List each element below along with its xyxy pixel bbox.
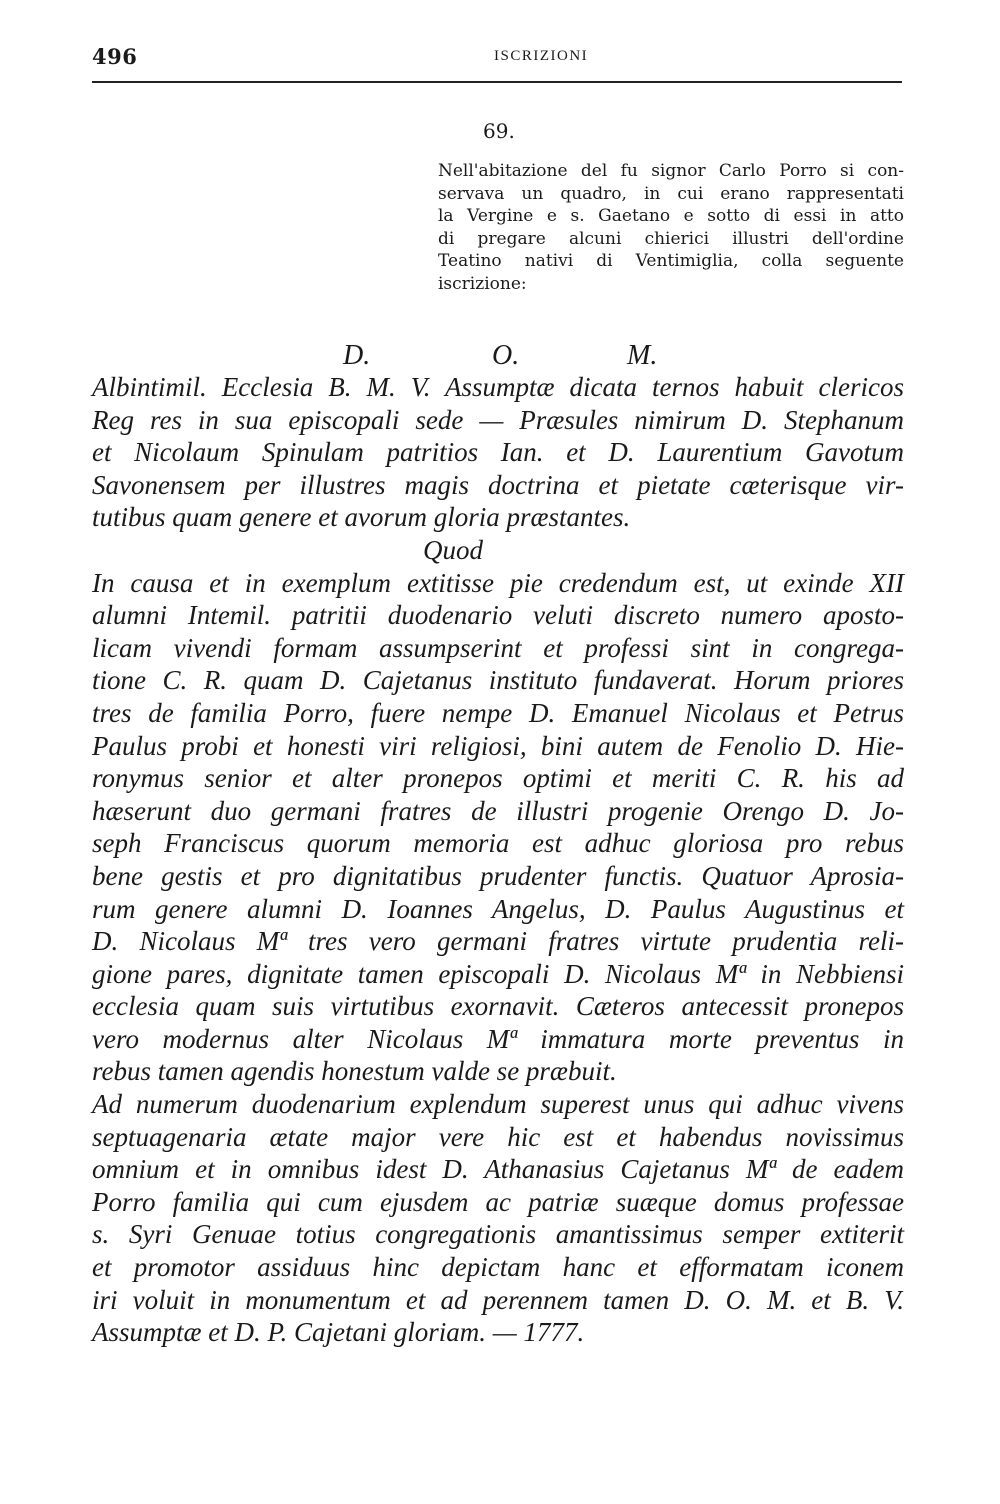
inscription-line: rebus tamen agendis honestum valde se præbuit. — [92, 1056, 617, 1087]
running-head — [92, 40, 902, 76]
note-line: servava un quadro, in cui erano rappresentati — [438, 183, 904, 204]
inscription-line: licam vivendi formam assumpserint et professi sint in congrega- — [92, 632, 904, 663]
inscription-line: seph Franciscus quorum memoria est adhuc gloriosa pro rebus — [92, 828, 904, 859]
running-title: ISCRIZIONI — [494, 48, 589, 64]
note-line: Teatino nativi di Ventimiglia, colla seguente — [438, 251, 904, 272]
inscription-line: septuagenaria ætate major vere hic est et habendus novissimus — [92, 1121, 904, 1152]
inscription-line: In causa et in exemplum extitisse pie credendum est, ut exinde XII — [92, 567, 904, 598]
inscription-line: tres de familia Porro, fuere nempe D. Emanuel Nicolaus et Petrus — [92, 697, 904, 728]
inscription-line: gione pares, dignitate tamen episcopali D. Nicolaus Mª in Nebbiensi — [92, 958, 904, 989]
inscription-line: bene gestis et pro dignitatibus prudenter functis. Quatuor Aprosia- — [92, 860, 904, 891]
note-line: la Vergine e s. Gaetano e sotto di essi in atto — [438, 206, 904, 227]
inscription-line: Ad numerum duodenarium explendum superest unus qui adhuc vivens — [92, 1089, 904, 1120]
inscription-line: s. Syri Genuae totius congregationis amantissimus semper extiterit — [92, 1219, 904, 1250]
inscription-line: rum genere alumni D. Ioannes Angelus, D. Paulus Augustinus et — [92, 893, 904, 924]
inscription-line: ronymus senior et alter pronepos optimi et meriti C. R. his ad — [92, 763, 904, 794]
header-rule — [92, 81, 902, 83]
inscription-text — [92, 371, 904, 1349]
note-line: iscrizione: — [438, 273, 527, 294]
dedication-letter: D. — [343, 340, 371, 371]
inscription-line: et Nicolaum Spinulam patritios Ian. et D. Laurentium Gavotum — [92, 437, 904, 468]
inscription-line: alumni Intemil. patritii duodenario veluti discreto numero aposto- — [92, 600, 904, 631]
inscription-heading-quod: Quod — [423, 534, 483, 565]
dedication-letter: O. — [492, 340, 520, 371]
inscription-line: ecclesia quam suis virtutibus exornavit. Cæteros antecessit pronepos — [92, 991, 904, 1022]
inscription-line: tutibus quam genere et avorum gloria præstantes. — [92, 502, 631, 533]
inscription-line: Porro familia qui cum ejusdem ac patriæ suæque domus professae — [92, 1186, 904, 1217]
note-line: di pregare alcuni chierici illustri dell'ordine — [438, 228, 904, 249]
inscription-line: D. Nicolaus Mª tres vero germani fratres virtute prudentia reli- — [92, 926, 904, 957]
inscription-line: Assumptæ et D. P. Cajetani gloriam. — 1777. — [92, 1317, 585, 1348]
note-line: Nell'abitazione del fu signor Carlo Porro si con- — [438, 161, 904, 181]
inscription-line: hæserunt duo germani fratres de illustri progenie Orengo D. Jo- — [92, 795, 904, 826]
dedication-letter: M. — [627, 340, 658, 371]
page-number: 496 — [92, 44, 138, 69]
introductory-note — [438, 160, 904, 296]
inscription-line: omnium et in omnibus idest D. Athanasius Cajetanus Mª de eadem — [92, 1154, 904, 1185]
inscription-line: iri voluit in monumentum et ad perennem tamen D. O. M. et B. V. — [92, 1284, 904, 1315]
inscription-line: Paulus probi et honesti viri religiosi, bini autem de Fenolio D. Hie- — [92, 730, 904, 761]
inscription-line: vero modernus alter Nicolaus Mª immatura morte preventus in — [92, 1023, 904, 1054]
inscription-line: et promotor assiduus hinc depictam hanc et efformatam iconem — [92, 1252, 904, 1283]
inscription-line: Savonensem per illustres magis doctrina et pietate cæterisque vir- — [92, 469, 904, 500]
entry-number: 69. — [483, 119, 515, 143]
inscription-line: Albintimil. Ecclesia B. M. V. Assumptæ dicata ternos habuit clericos — [92, 372, 904, 402]
inscription-line: Reg res in sua episcopali sede — Præsules nimirum D. Stephanum — [92, 404, 904, 435]
inscription-line: tione C. R. quam D. Cajetanus instituto fundaverat. Horum priores — [92, 665, 904, 696]
